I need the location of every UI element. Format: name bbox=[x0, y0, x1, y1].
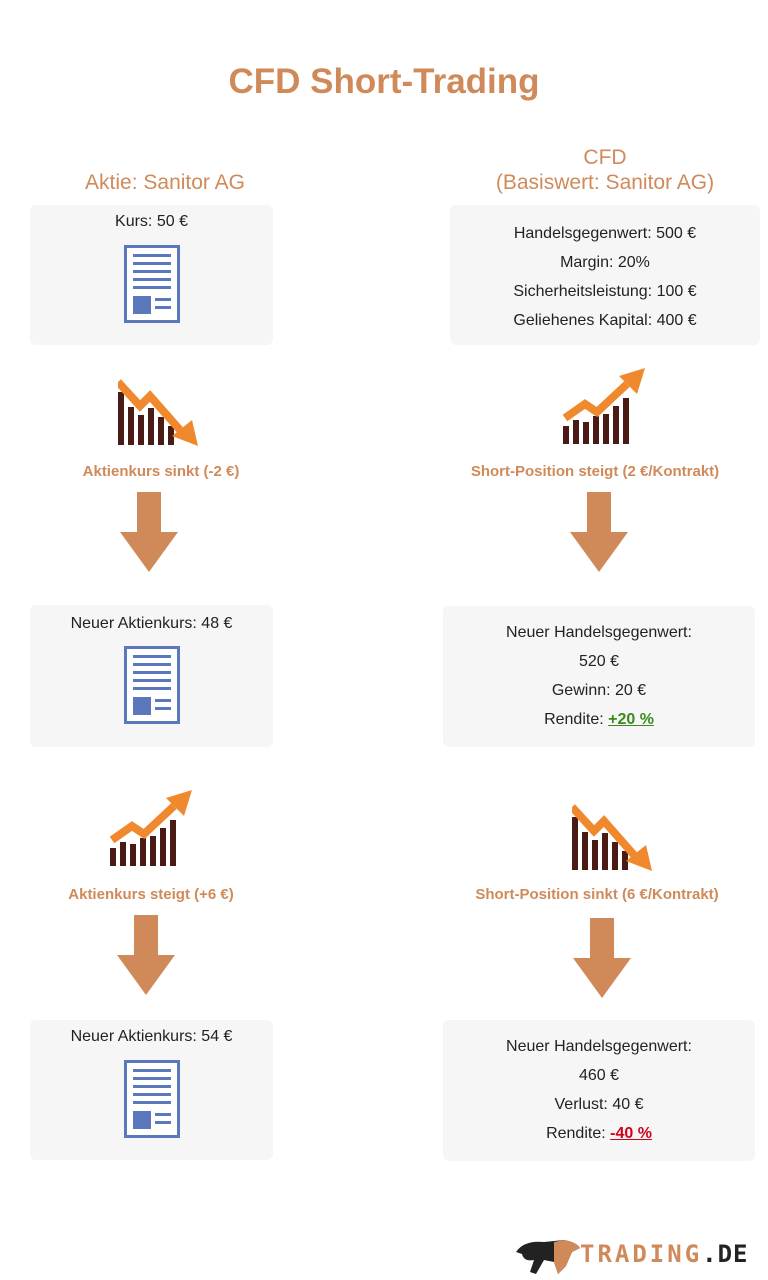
borrowed-capital: Geliehenes Kapital: 400 € bbox=[513, 312, 697, 329]
return-label: Rendite: bbox=[546, 1125, 611, 1142]
step-label-short-falls: Short-Position sinkt (6 €/Kontrakt) bbox=[475, 886, 719, 903]
arrow-down-icon bbox=[117, 915, 175, 995]
collateral: Sicherheitsleistung: 100 € bbox=[513, 283, 697, 300]
right-column-heading bbox=[450, 145, 760, 195]
left-column-heading: Aktie: Sanitor AG bbox=[85, 171, 245, 194]
bull-icon bbox=[514, 1232, 584, 1276]
cfd-box-loss bbox=[443, 1020, 755, 1161]
cfd-box-gain bbox=[443, 606, 755, 747]
arrow-down-icon bbox=[120, 492, 178, 572]
trade-value: Handelsgegenwert: 500 € bbox=[513, 225, 697, 242]
arrow-down-icon bbox=[573, 918, 631, 998]
profit: Gewinn: 20 € bbox=[551, 682, 647, 699]
chart-down-icon bbox=[118, 378, 202, 448]
return-label: Rendite: bbox=[544, 711, 609, 728]
new-stock-price: Neuer Aktienkurs: 54 € bbox=[70, 1028, 233, 1045]
return-value-link[interactable]: +20 % bbox=[608, 711, 654, 728]
chart-up-icon bbox=[110, 790, 194, 868]
document-icon bbox=[124, 1060, 180, 1138]
document-icon bbox=[124, 646, 180, 724]
return-value-link[interactable]: -40 % bbox=[610, 1125, 652, 1142]
new-trade-value-label: Neuer Handelsgegenwert: bbox=[506, 624, 692, 641]
step-label-stock-falls: Aktienkurs sinkt (-2 €) bbox=[82, 463, 240, 480]
right-heading-line2: (Basiswert: Sanitor AG) bbox=[495, 171, 715, 194]
page-title: CFD Short-Trading bbox=[228, 62, 540, 101]
stock-box-after-rise bbox=[30, 1020, 273, 1160]
chart-up-icon bbox=[563, 368, 647, 446]
stock-box-after-fall bbox=[30, 605, 273, 747]
step-label-short-rises: Short-Position steigt (2 €/Kontrakt) bbox=[470, 463, 720, 480]
margin: Margin: 20% bbox=[560, 254, 650, 271]
cfd-box-initial bbox=[450, 205, 760, 345]
chart-down-icon bbox=[572, 803, 656, 873]
stock-price: Kurs: 50 € bbox=[115, 213, 188, 230]
right-heading-line1: CFD bbox=[583, 146, 627, 169]
document-icon bbox=[124, 245, 180, 323]
arrow-down-icon bbox=[570, 492, 628, 572]
stock-box-initial bbox=[30, 205, 273, 345]
trading-de-logo bbox=[514, 1230, 764, 1278]
return bbox=[443, 1119, 755, 1148]
loss: Verlust: 40 € bbox=[554, 1096, 644, 1113]
step-label-stock-rises: Aktienkurs steigt (+6 €) bbox=[68, 886, 234, 903]
new-trade-value: 520 € bbox=[578, 653, 620, 670]
new-trade-value: 460 € bbox=[578, 1067, 620, 1084]
return bbox=[443, 705, 755, 734]
logo-text: TRADING.DE bbox=[580, 1240, 749, 1268]
new-stock-price: Neuer Aktienkurs: 48 € bbox=[70, 615, 233, 632]
new-trade-value-label: Neuer Handelsgegenwert: bbox=[506, 1038, 692, 1055]
